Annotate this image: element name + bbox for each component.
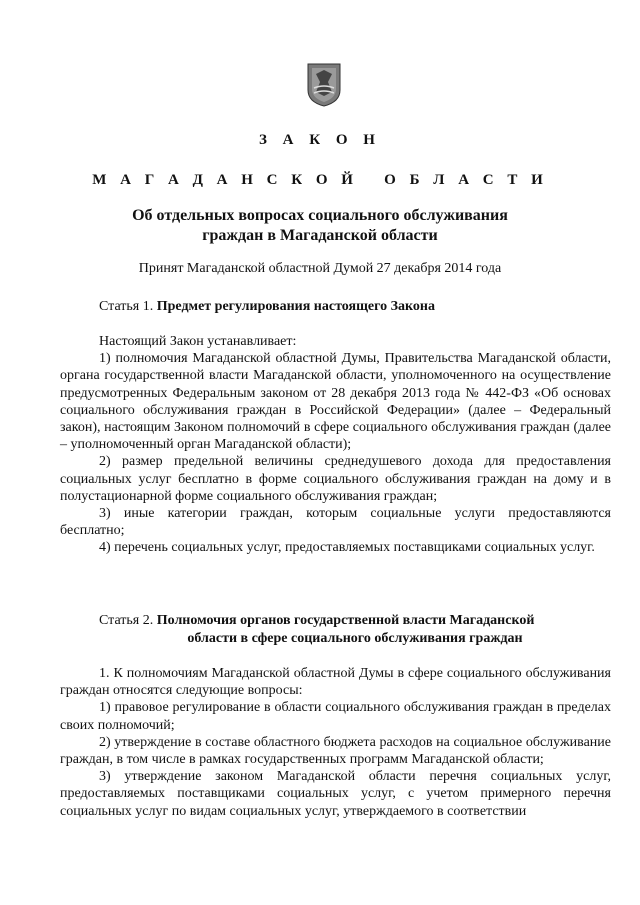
article-2-heading — [99, 612, 611, 648]
article-2-title-part-2: области в сфере социального обслуживания граждан — [187, 631, 523, 646]
document-type-heading: З А К О Н — [259, 132, 381, 148]
article-1-title: Предмет регулирования настоящего Закона — [156, 299, 435, 314]
article-1-intro: Настоящий Закон устанавливает: — [99, 334, 297, 349]
coat-of-arms-emblem — [306, 62, 342, 107]
article-2-label: Статья 2. — [99, 613, 154, 628]
article-2-body — [60, 665, 611, 820]
article-1-item-3: 3) иные категории граждан, которым социальные услуги предоставляются бесплатно; — [60, 506, 611, 539]
article-1-label: Статья 1. — [99, 299, 154, 314]
article-2-title-part-1: Полномочия органов государственной власти Магаданской — [156, 613, 535, 628]
article-1-heading — [99, 298, 611, 316]
law-title — [40, 206, 600, 246]
article-1-item-4: 4) перечень социальных услуг, предоставляемых поставщиками социальных услуг. — [99, 540, 595, 556]
adoption-note: Принят Магаданской областной Думой 27 декабря 2014 года — [138, 261, 502, 276]
region-heading: М А Г А Д А Н С К О Й О Б Л А С Т И — [92, 172, 548, 188]
article-2-intro: 1. К полномочиям Магаданской областной Думы в сфере социального обслуживания граждан относятся следующие вопросы: — [60, 666, 611, 699]
article-2-item-1: 1) правовое регулирование в области социального обслуживания граждан в пределах своих полномочий; — [60, 700, 611, 733]
article-1-body — [60, 333, 611, 557]
article-2-item-3: 3) утверждение законом Магаданской области перечня социальных услуг, предоставляемых поставщиками социальных услуг, с учетом примерного перечня социальных услуг по видам социальных услуг, утверждаемого в соответствии — [60, 769, 611, 819]
law-title-line-2: граждан в Магаданской области — [202, 227, 438, 244]
article-1-item-1: 1) полномочия Магаданской областной Думы, Правительства Магаданской области, органа государственной власти Магаданской области, уполномоченного на осуществление предусмотренных Федеральным законом от 28 декабря 2013 года № 442-ФЗ «Об основах социального обслуживания граждан в Российской Федерации» (далее – Федеральный закон), настоящим Законом полномочий в сфере социального обслуживания граждан (далее – уполномоченный орган Магаданской области); — [60, 351, 611, 453]
article-2-item-2: 2) утверждение в составе областного бюджета расходов на социальное обслуживание граждан, в том числе в рамках государственных программ Магаданской области; — [60, 734, 611, 768]
law-title-line-1: Об отдельных вопросах социального обслуживания — [132, 207, 508, 224]
article-1-item-2: 2) размер предельной величины среднедушевого дохода для предоставления социальных услуг бесплатно в форме социального обслуживания граждан на дому и в полустационарной форме социального обслуживания граждан; — [60, 454, 611, 504]
